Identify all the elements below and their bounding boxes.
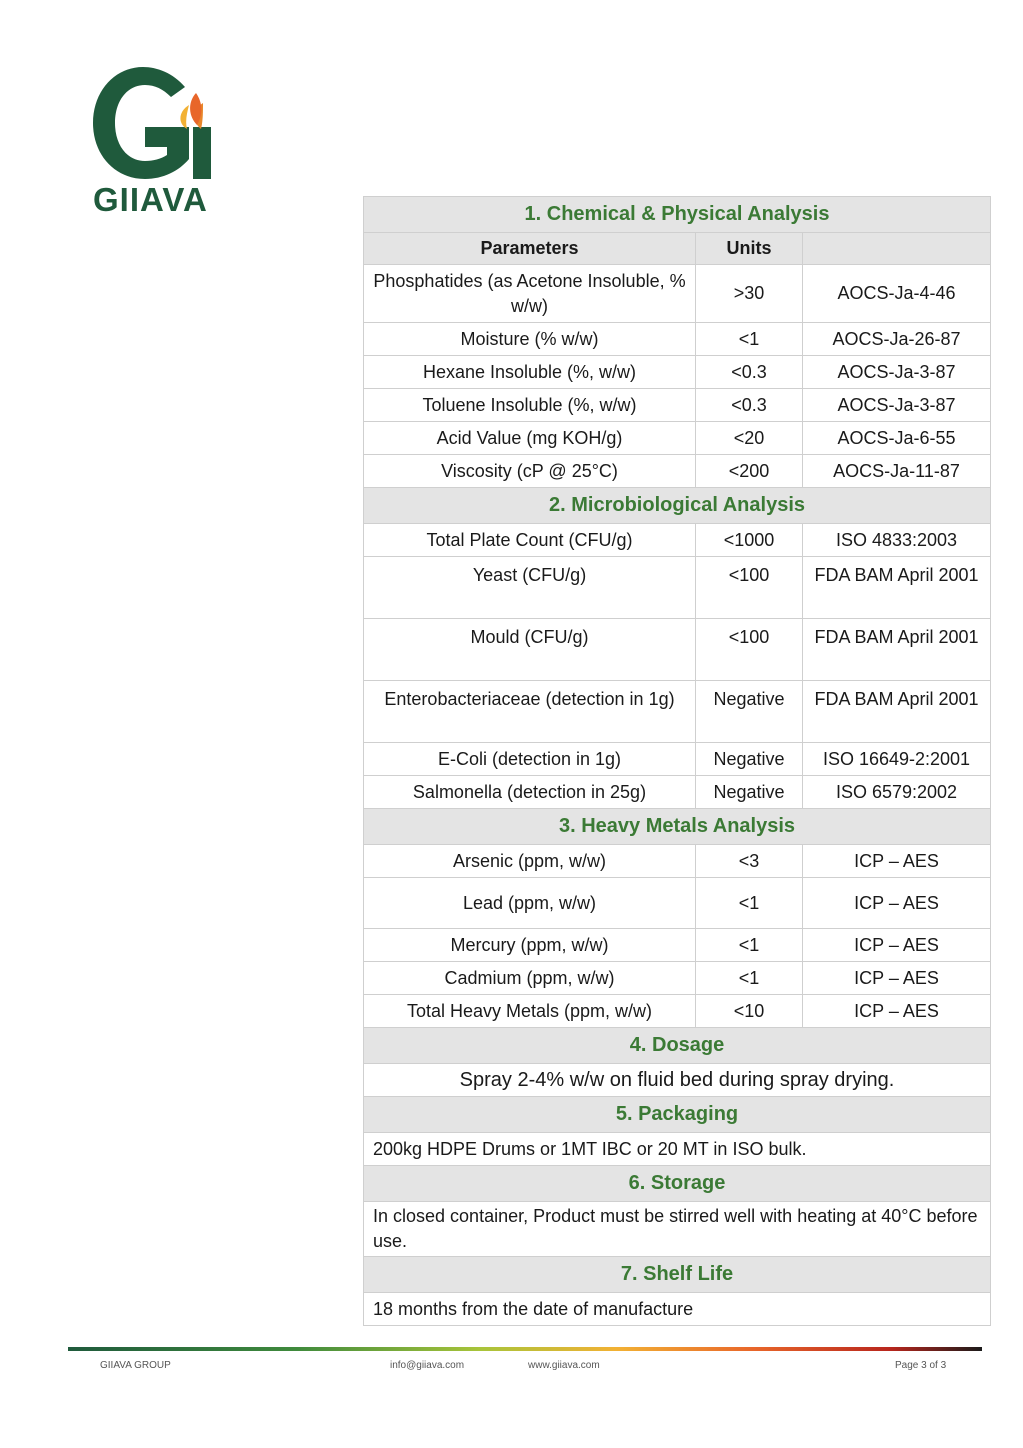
section-title: 4. Dosage xyxy=(364,1028,991,1064)
method-cell: ICP – AES xyxy=(803,929,991,962)
table-row xyxy=(364,929,991,962)
parameter-cell: Salmonella (detection in 25g) xyxy=(364,776,696,809)
section-title: 1. Chemical & Physical Analysis xyxy=(364,197,991,233)
footer-website[interactable]: www.giiava.com xyxy=(528,1360,600,1371)
shelf-life-text: 18 months from the date of manufacture xyxy=(364,1293,991,1326)
unit-cell: Negative xyxy=(696,776,803,809)
section-header-packaging xyxy=(364,1097,991,1133)
parameter-cell: Toluene Insoluble (%, w/w) xyxy=(364,389,696,422)
table-row xyxy=(364,422,991,455)
method-cell: FDA BAM April 2001 xyxy=(803,557,991,619)
method-cell: ISO 4833:2003 xyxy=(803,524,991,557)
parameter-cell: Total Plate Count (CFU/g) xyxy=(364,524,696,557)
section-title: 6. Storage xyxy=(364,1166,991,1202)
footer-page-number: Page 3 of 3 xyxy=(895,1360,947,1371)
unit-cell: >30 xyxy=(696,265,803,323)
parameter-cell: Lead (ppm, w/w) xyxy=(364,878,696,929)
method-cell: ICP – AES xyxy=(803,878,991,929)
section-header-micro xyxy=(364,488,991,524)
unit-cell: <200 xyxy=(696,455,803,488)
method-cell: FDA BAM April 2001 xyxy=(803,681,991,743)
unit-cell: Negative xyxy=(696,681,803,743)
section-title: 2. Microbiological Analysis xyxy=(364,488,991,524)
column-header-units: Units xyxy=(696,233,803,265)
parameter-cell: Moisture (% w/w) xyxy=(364,323,696,356)
unit-cell: <10 xyxy=(696,995,803,1028)
brand-name: GIIAVA xyxy=(93,181,208,218)
shelf-life-row xyxy=(364,1293,991,1326)
packaging-row xyxy=(364,1133,991,1166)
column-header-parameters: Parameters xyxy=(364,233,696,265)
parameter-cell: Mercury (ppm, w/w) xyxy=(364,929,696,962)
dosage-text: Spray 2-4% w/w on fluid bed during spray drying. xyxy=(364,1064,991,1097)
parameter-cell: E-Coli (detection in 1g) xyxy=(364,743,696,776)
method-cell: ICP – AES xyxy=(803,995,991,1028)
section-header-metals xyxy=(364,809,991,845)
table-row xyxy=(364,995,991,1028)
parameter-cell: Cadmium (ppm, w/w) xyxy=(364,962,696,995)
unit-cell: <1 xyxy=(696,323,803,356)
table-row xyxy=(364,265,991,323)
table-row xyxy=(364,389,991,422)
section-title: 3. Heavy Metals Analysis xyxy=(364,809,991,845)
method-cell: FDA BAM April 2001 xyxy=(803,619,991,681)
section-header-chemical xyxy=(364,197,991,233)
specification-table xyxy=(363,196,991,1326)
method-cell: AOCS-Ja-3-87 xyxy=(803,389,991,422)
table-row xyxy=(364,557,991,619)
parameter-cell: Arsenic (ppm, w/w) xyxy=(364,845,696,878)
table-row xyxy=(364,619,991,681)
method-cell: AOCS-Ja-4-46 xyxy=(803,265,991,323)
parameter-cell: Mould (CFU/g) xyxy=(364,619,696,681)
parameter-cell: Enterobacteriaceae (detection in 1g) xyxy=(364,681,696,743)
footer-gradient-line xyxy=(68,1347,982,1351)
unit-cell: <1 xyxy=(696,878,803,929)
table-row xyxy=(364,455,991,488)
method-cell: ICP – AES xyxy=(803,962,991,995)
table-row xyxy=(364,323,991,356)
unit-cell: <20 xyxy=(696,422,803,455)
section-header-shelf xyxy=(364,1257,991,1293)
method-cell: ICP – AES xyxy=(803,845,991,878)
unit-cell: <1 xyxy=(696,962,803,995)
unit-cell: <100 xyxy=(696,557,803,619)
table-row xyxy=(364,356,991,389)
table-row xyxy=(364,962,991,995)
parameter-cell: Hexane Insoluble (%, w/w) xyxy=(364,356,696,389)
column-header-method xyxy=(803,233,991,265)
parameter-cell: Phosphatides (as Acetone Insoluble, % w/w) xyxy=(364,265,696,323)
unit-cell: Negative xyxy=(696,743,803,776)
unit-cell: <3 xyxy=(696,845,803,878)
unit-cell: <1000 xyxy=(696,524,803,557)
unit-cell: <100 xyxy=(696,619,803,681)
footer-email[interactable]: info@giiava.com xyxy=(390,1360,465,1371)
unit-cell: <1 xyxy=(696,929,803,962)
section-header-storage xyxy=(364,1166,991,1202)
table-row xyxy=(364,878,991,929)
unit-cell: <0.3 xyxy=(696,356,803,389)
method-cell: ISO 16649-2:2001 xyxy=(803,743,991,776)
footer-company: GIIAVA GROUP xyxy=(100,1360,171,1371)
method-cell: ISO 6579:2002 xyxy=(803,776,991,809)
section-header-dosage xyxy=(364,1028,991,1064)
table-row xyxy=(364,681,991,743)
section-title: 7. Shelf Life xyxy=(364,1257,991,1293)
section-title: 5. Packaging xyxy=(364,1097,991,1133)
method-cell: AOCS-Ja-11-87 xyxy=(803,455,991,488)
method-cell: AOCS-Ja-26-87 xyxy=(803,323,991,356)
storage-text: In closed container, Product must be stirred well with heating at 40°C before use. xyxy=(364,1202,991,1257)
method-cell: AOCS-Ja-3-87 xyxy=(803,356,991,389)
method-cell: AOCS-Ja-6-55 xyxy=(803,422,991,455)
parameter-cell: Total Heavy Metals (ppm, w/w) xyxy=(364,995,696,1028)
packaging-text: 200kg HDPE Drums or 1MT IBC or 20 MT in ISO bulk. xyxy=(364,1133,991,1166)
table-row xyxy=(364,524,991,557)
parameter-cell: Acid Value (mg KOH/g) xyxy=(364,422,696,455)
dosage-row xyxy=(364,1064,991,1097)
table-row xyxy=(364,776,991,809)
table-row xyxy=(364,743,991,776)
unit-cell: <0.3 xyxy=(696,389,803,422)
parameter-cell: Viscosity (cP @ 25°C) xyxy=(364,455,696,488)
parameter-cell: Yeast (CFU/g) xyxy=(364,557,696,619)
storage-row xyxy=(364,1202,991,1257)
column-header-row xyxy=(364,233,991,265)
table-row xyxy=(364,845,991,878)
